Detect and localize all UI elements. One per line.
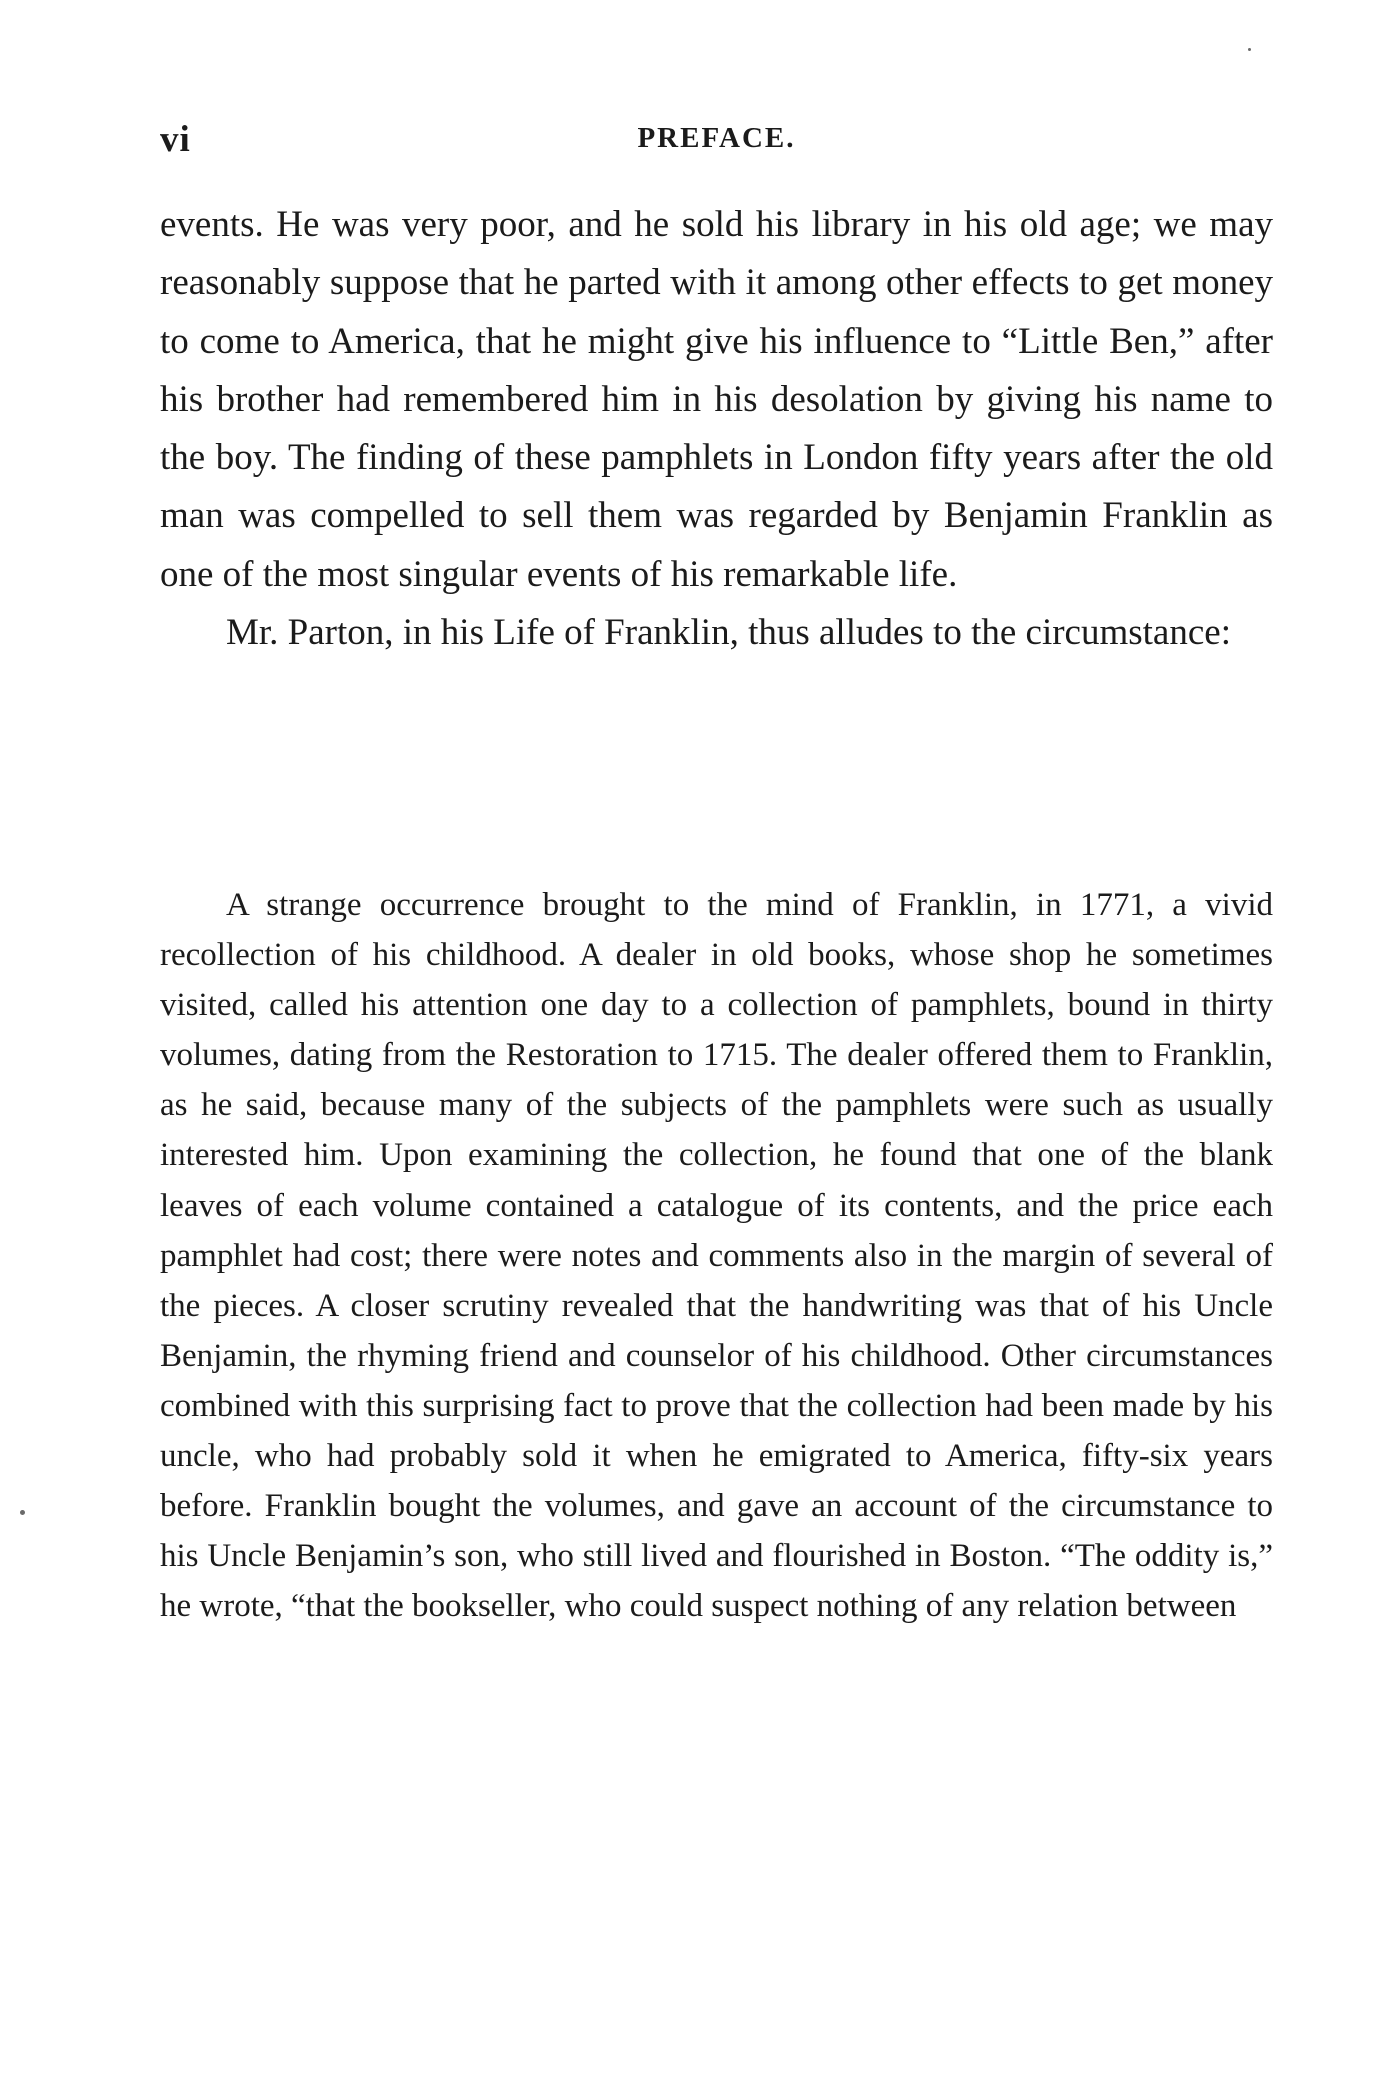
block-quotation [160, 880, 1273, 1631]
margin-speck [1248, 48, 1251, 51]
page-number: vi [160, 119, 191, 160]
paragraph-2: Mr. Parton, in his Life of Franklin, thus alludes to the circumstance: [226, 612, 1231, 654]
page-header [160, 118, 1273, 166]
quotation-paragraph: A strange occurrence brought to the mind of Franklin, in 1771, a vivid recollection of his childhood. A dealer in old books, whose shop he sometimes visited, called his attention one day to a collection of pamphlets, bound in thirty volumes, dating from the Restoration to 1715. The dealer offered them to Franklin, as he said, because many of the subjects of the pamphlets were such as usually interested him. Upon examining the collection, he found that one of the blank leaves of each volume contained a catalogue of its contents, and the price each pamphlet had cost; there were notes and comments also in the margin of several of the pieces. A closer scrutiny revealed that the handwriting was that of his Uncle Benjamin, the rhyming friend and counselor of his childhood. Other circumstances combined with this surprising fact to prove that the collection had been made by his uncle, who had probably sold it when he emigrated to America, fifty-six years before. Franklin bought the volumes, and gave an account of the circumstance to his Uncle Benjamin’s son, who still lived and flourished in Boston. “The oddity is,” he wrote, “that the bookseller, who could suspect nothing of any relation between [160, 887, 1273, 1625]
paragraph-1: events. He was very poor, and he sold his library in his old age; we may reasonably suppose that he parted with it among other effects to get money to come to America, that he might give his influence to “Little Ben,” after his brother had remembered him in his desolation by giving his name to the boy. The finding of these pamphlets in London fifty years after the old man was compelled to sell them was regarded by Benjamin Franklin as one of the most singular events of his remarkable life. [160, 204, 1273, 595]
running-head: PREFACE. [637, 122, 796, 154]
margin-speck [20, 1510, 25, 1515]
main-text [160, 196, 1273, 662]
